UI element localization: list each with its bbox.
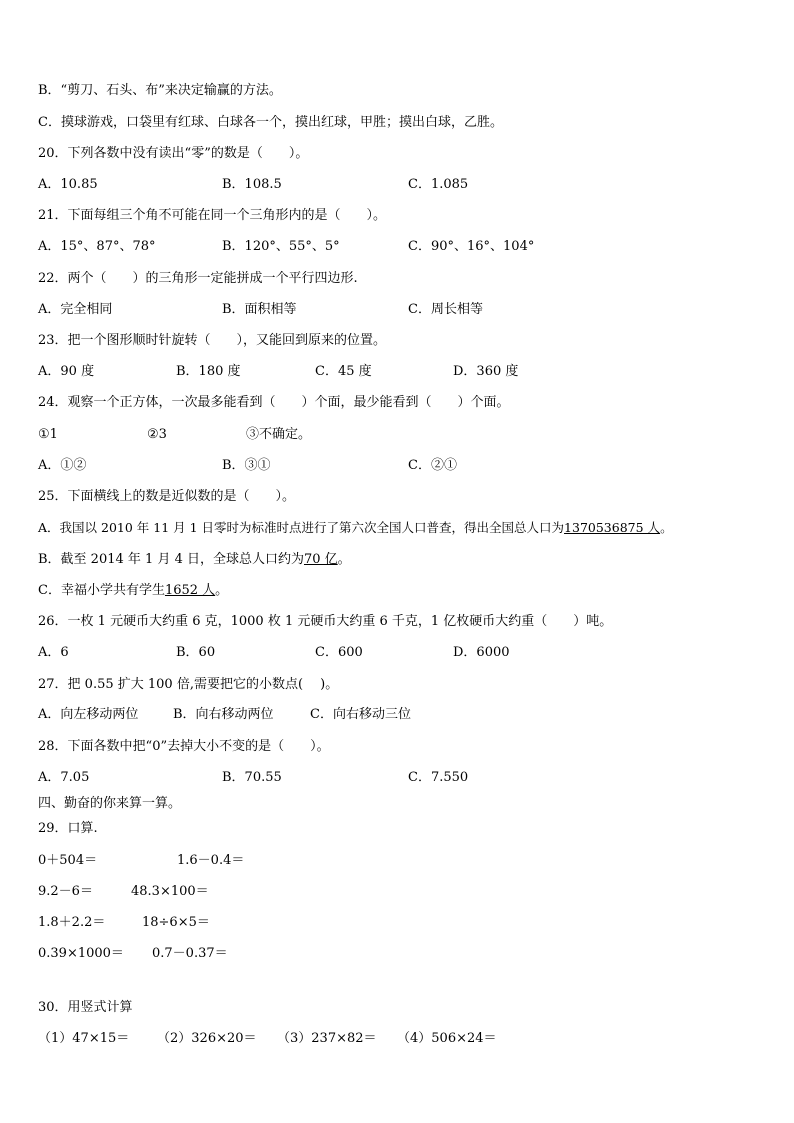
- q26-option-a: A．6: [38, 645, 69, 660]
- q27-stem: 27．把 0.55 扩大 100 倍,需要把它的小数点( )。: [38, 677, 339, 692]
- q22-option-c: C．周长相等: [408, 302, 483, 317]
- section-4-heading: 四、勤奋的你来算一算。: [38, 796, 182, 811]
- q28-option-b: B．70.55: [222, 770, 282, 785]
- q25-option-b-end: 。: [337, 552, 351, 567]
- q24-choice-3: ③不确定。: [246, 427, 312, 442]
- q25-option-c-text: C．幸福小学共有学生: [38, 583, 165, 598]
- q19-option-b: B．“剪刀、石头、布”来决定输赢的方法。: [38, 83, 282, 98]
- q20-option-c: C．1.085: [408, 177, 469, 192]
- q24-option-c: C．②①: [408, 458, 457, 473]
- q25-option-a-underlined: 1370536875 人: [564, 520, 661, 535]
- q21-option-b: B．120°、55°、5°: [222, 239, 340, 254]
- q29-item-3b: 18÷6×5＝: [142, 915, 210, 930]
- q19-option-c: C．摸球游戏，口袋里有红球、白球各一个，摸出红球，甲胜；摸出白球，乙胜。: [38, 115, 503, 130]
- q25-option-a-text: A．我国以 2010 年 11 月 1 日零时为标准时点进行了第六次全国人口普查，得出全国总人口为: [38, 520, 565, 535]
- q28-option-c: C．7.550: [408, 770, 469, 785]
- q25-stem: 25．下面横线上的数是近似数的是（ ）。: [38, 489, 296, 504]
- q30-problem-3: （3）237×82＝: [277, 1031, 377, 1046]
- q24-choice-2: ②3: [147, 427, 167, 442]
- q25-option-c-end: 。: [215, 583, 229, 598]
- q20-option-b: B．108.5: [222, 177, 282, 192]
- q25-option-b: [38, 551, 351, 569]
- q29-item-3a: 1.8＋2.2＝: [38, 915, 106, 930]
- q20-option-a: A．10.85: [38, 177, 98, 192]
- q23-option-c: C．45 度: [315, 364, 372, 379]
- q25-option-b-underlined: 70 亿: [303, 552, 338, 567]
- q29-item-4a: 0.39×1000＝: [38, 946, 124, 961]
- q25-option-a: [38, 519, 673, 537]
- q26-option-c: C．600: [315, 645, 363, 660]
- q27-option-a: A．向左移动两位: [38, 707, 139, 722]
- q30-problem-4: （4）506×24＝: [397, 1031, 497, 1046]
- q27-option-c: C．向右移动三位: [310, 707, 411, 722]
- q21-option-a: A．15°、87°、78°: [38, 239, 156, 254]
- q22-option-a: A．完全相同: [38, 302, 113, 317]
- q20-stem: 20．下列各数中没有读出“零”的数是（ ）。: [38, 146, 309, 161]
- q26-option-b: B．60: [176, 645, 216, 660]
- q28-stem: 28．下面各数中把“0”去掉大小不变的是（ ）。: [38, 739, 330, 754]
- q24-option-b: B．③①: [222, 458, 271, 473]
- q24-stem: 24．观察一个正方体，一次最多能看到（ ）个面，最少能看到（ ）个面。: [38, 395, 510, 410]
- q25-option-c-underlined: 1652 人: [164, 583, 216, 598]
- q30-problem-1: （1）47×15＝: [38, 1031, 130, 1046]
- q27-option-b: B．向右移动两位: [173, 707, 274, 722]
- q23-option-d: D．360 度: [453, 364, 519, 379]
- q21-stem: 21．下面每组三个角不可能在同一个三角形内的是（ ）。: [38, 208, 387, 223]
- q29-item-2b: 48.3×100＝: [131, 884, 209, 899]
- q29-item-2a: 9.2－6＝: [38, 884, 93, 899]
- q30-problem-2: （2）326×20＝: [157, 1031, 257, 1046]
- q29-item-4b: 0.7－0.37＝: [152, 946, 228, 961]
- q29-item-1a: 0＋504＝: [38, 853, 98, 868]
- q25-option-a-end: 。: [660, 520, 673, 535]
- q25-option-b-text: B．截至 2014 年 1 月 4 日，全球总人口约为: [38, 552, 304, 567]
- q21-option-c: C．90°、16°、104°: [408, 239, 535, 254]
- q25-option-c: [38, 582, 228, 600]
- q28-option-a: A．7.05: [38, 770, 90, 785]
- q23-stem: 23．把一个图形顺时针旋转（ ），又能回到原来的位置。: [38, 333, 387, 348]
- q30-stem: 30．用竖式计算: [38, 1000, 133, 1015]
- q24-choice-1: ①1: [38, 427, 58, 442]
- q22-stem: 22．两个（ ）的三角形一定能拼成一个平行四边形.: [38, 271, 358, 286]
- q29-item-1b: 1.6－0.4＝: [177, 853, 245, 868]
- q23-option-b: B．180 度: [176, 364, 241, 379]
- q22-option-b: B．面积相等: [222, 302, 297, 317]
- q29-stem: 29．口算.: [38, 821, 98, 836]
- q26-stem: 26．一枚 1 元硬币大约重 6 克，1000 枚 1 元硬币大约重 6 千克，1 亿枚硬币大约重（ ）吨。: [38, 614, 613, 629]
- q23-option-a: A．90 度: [38, 364, 95, 379]
- q26-option-d: D．6000: [453, 645, 510, 660]
- q24-option-a: A．①②: [38, 458, 87, 473]
